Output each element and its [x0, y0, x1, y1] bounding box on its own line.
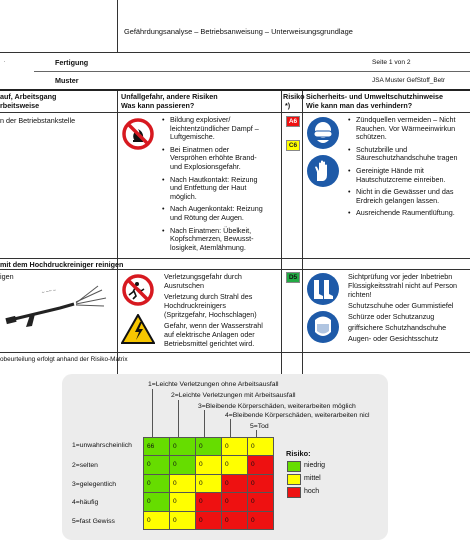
document-title: Gefährdungsanalyse – Betriebsanweisung – Unterweisungsgrundlage	[124, 27, 353, 36]
matrix-cell: 0	[195, 455, 222, 474]
matrix-cell: 0	[221, 474, 248, 493]
likelihood-label-1: 1=unwahrscheinlich	[72, 442, 132, 449]
safety-boots-sign-icon	[306, 272, 340, 306]
risk-badge-d5: D5	[286, 272, 300, 283]
hazard-line: Ausrutschen	[164, 281, 204, 290]
measure-list-1	[346, 116, 458, 222]
matrix-cell: 0	[169, 492, 196, 511]
legend-swatch-high	[287, 487, 301, 498]
column-header-risk-1: Risiko	[283, 92, 305, 101]
activity-tank-station: n der Betriebstankstelle	[0, 116, 76, 125]
matrix-cell: 0	[221, 492, 248, 511]
column-header-risks-2: Was kann passieren?	[121, 101, 195, 110]
hazard-line: Betriebsmittel gerichtet wird.	[164, 339, 255, 348]
matrix-cell: 0	[221, 437, 248, 456]
measure-item: • Zündquellen vermeiden – Nicht Rauchen. Vor Wärmeeinwirkun schützen.	[356, 116, 458, 142]
measure-line: richten!	[348, 290, 372, 299]
column-header-measures-1: Sicherheits- und Umweltschutzhinweise	[306, 92, 443, 101]
matrix-cell: 0	[247, 474, 274, 493]
section-heading-pressure-washer: mit dem Hochdruckreiniger reinigen	[0, 260, 124, 269]
hazard-item: • Nach Hautkontakt: Reizung und Entfettung der Haut möglich.	[170, 176, 263, 202]
electrical-hazard-warning-icon	[121, 314, 155, 344]
measure-line: griffsichere Schutzhandschuhe	[348, 323, 447, 332]
measure-line: Schutzschuhe oder Gummistiefel	[348, 301, 454, 310]
severity-label-4: 4=Bleibende Körperschäden, weiterarbeiten nicl	[225, 412, 370, 419]
matrix-cell: 0	[195, 437, 222, 456]
measure-line: Flüssigkeitsstrahl nicht auf Person	[348, 281, 458, 290]
matrix-cell: 0	[247, 492, 274, 511]
matrix-cell: 0	[143, 474, 170, 493]
footnote: obeurteilung erfolgt anhand der Risiko-Matrix	[0, 356, 128, 363]
activity-cleaning: igen	[0, 272, 14, 281]
likelihood-label-3: 3=gelegentlich	[72, 481, 117, 488]
matrix-cell: 0	[195, 474, 222, 493]
hand-protection-sign-icon	[306, 154, 340, 188]
no-slip-sign-icon	[122, 274, 154, 306]
risk-badge-a6: A6	[286, 116, 300, 127]
hazard-item: • Nach Augenkontakt: Reizung und Rötung der Augen.	[170, 205, 263, 222]
column-header-risk-2: *)	[285, 101, 291, 110]
matrix-cell: 0	[247, 455, 274, 474]
column-header-measures-2: Wie kann man das verhindern?	[306, 101, 413, 110]
matrix-cell: 66	[143, 437, 170, 456]
hazard-line: Verletzung durch Strahl des	[164, 292, 253, 301]
likelihood-label-4: 4=häufig	[72, 499, 99, 506]
pressure-washer-illustration-icon	[2, 284, 110, 332]
eye-protection-sign-icon	[306, 116, 340, 150]
document-reference: JSA Muster GefStoff_Betr	[372, 77, 446, 84]
matrix-cell: 0	[221, 511, 248, 530]
hazard-line: Gefahr, wenn der Wasserstrahl	[164, 321, 263, 330]
matrix-cell: 0	[143, 492, 170, 511]
page-number: Seite 1 von 2	[372, 59, 411, 66]
matrix-cell: 0	[169, 511, 196, 530]
hazard-item: • Bei Einatmen oder Verspröhen erhöhte Brand- und Explosionsgefahr.	[170, 146, 263, 172]
measure-item: • Schutzbrille und Säureschutzhandschuhe tragen	[356, 146, 458, 163]
measure-line: Augen- oder Gesichtsschutz	[348, 334, 439, 343]
matrix-cell: 0	[143, 455, 170, 474]
legend-label-high: hoch	[304, 488, 320, 495]
column-header-activity-2: rbeitsweise	[0, 101, 40, 110]
legend-label-low: niedrig	[304, 462, 326, 469]
measure-item: • Gereinigte Hände mit Hautschutzcreme einreiben.	[356, 167, 458, 184]
severity-label-5: 5=Tod	[250, 423, 269, 430]
hazard-item: • Nach Einatmen: Übelkeit, Kopfschmerzen, Bewusst- losigkeit, Atemlähmung.	[170, 227, 263, 253]
legend-title: Risiko:	[286, 449, 311, 458]
column-header-activity-1: auf, Arbeitsgang	[0, 92, 57, 101]
matrix-cell: 0	[195, 492, 222, 511]
measure-line: Schürze oder Schutzanzug	[348, 312, 435, 321]
likelihood-label-2: 2=selten	[72, 462, 98, 469]
matrix-cell: 0	[247, 437, 274, 456]
hazard-list-1	[160, 116, 263, 256]
measure-line: Sichtprüfung vor jeder Inbetriebn	[348, 272, 453, 281]
matrix-cell: 0	[221, 455, 248, 474]
risk-matrix-grid	[143, 437, 273, 529]
legend-swatch-low	[287, 461, 301, 472]
no-fire-sign-icon	[122, 118, 154, 150]
muster-label: Muster	[55, 76, 79, 85]
hazard-line: Hochdruckreinigers	[164, 301, 226, 310]
legend-label-mid: mittel	[304, 475, 321, 482]
matrix-cell: 0	[143, 511, 170, 530]
column-header-risks-1: Unfallgefahr, andere Risiken	[121, 92, 218, 101]
severity-label-1: 1=Leichte Verletzungen ohne Arbeitsausfall	[148, 381, 279, 388]
risk-badge-c6: C6	[286, 140, 300, 151]
severity-label-2: 2=Leichte Verletzungen mit Arbeitsausfall	[171, 392, 296, 399]
matrix-cell: 0	[169, 455, 196, 474]
hazard-line: auf elektrische Anlagen oder	[164, 330, 255, 339]
matrix-cell: 0	[169, 474, 196, 493]
hazard-line: Verletzungsgefahr durch	[164, 272, 242, 281]
hazard-item: • Bildung explosiver/ leichtentzündlicher Dampf – Luftgemische.	[170, 116, 263, 142]
matrix-cell: 0	[169, 437, 196, 456]
measure-item: • Ausreichende Raumentlüftung.	[356, 209, 458, 218]
matrix-cell: 0	[247, 511, 274, 530]
department-label: Fertigung	[55, 58, 89, 67]
face-protection-sign-icon	[306, 310, 340, 344]
measure-item: • Nicht in die Gewässer und das Erdreich gelangen lassen.	[356, 188, 458, 205]
severity-label-3: 3=Bleibende Körperschäden, weiterarbeiten möglich	[198, 403, 356, 410]
matrix-cell: 0	[195, 511, 222, 530]
legend-swatch-mid	[287, 474, 301, 485]
hazard-line: (Spritzgefahr, Hochschlagen)	[164, 310, 257, 319]
likelihood-label-5: 5=fast Gewiss	[72, 518, 115, 525]
svg-text:~ ~~ ~: ~ ~~ ~	[41, 287, 57, 296]
